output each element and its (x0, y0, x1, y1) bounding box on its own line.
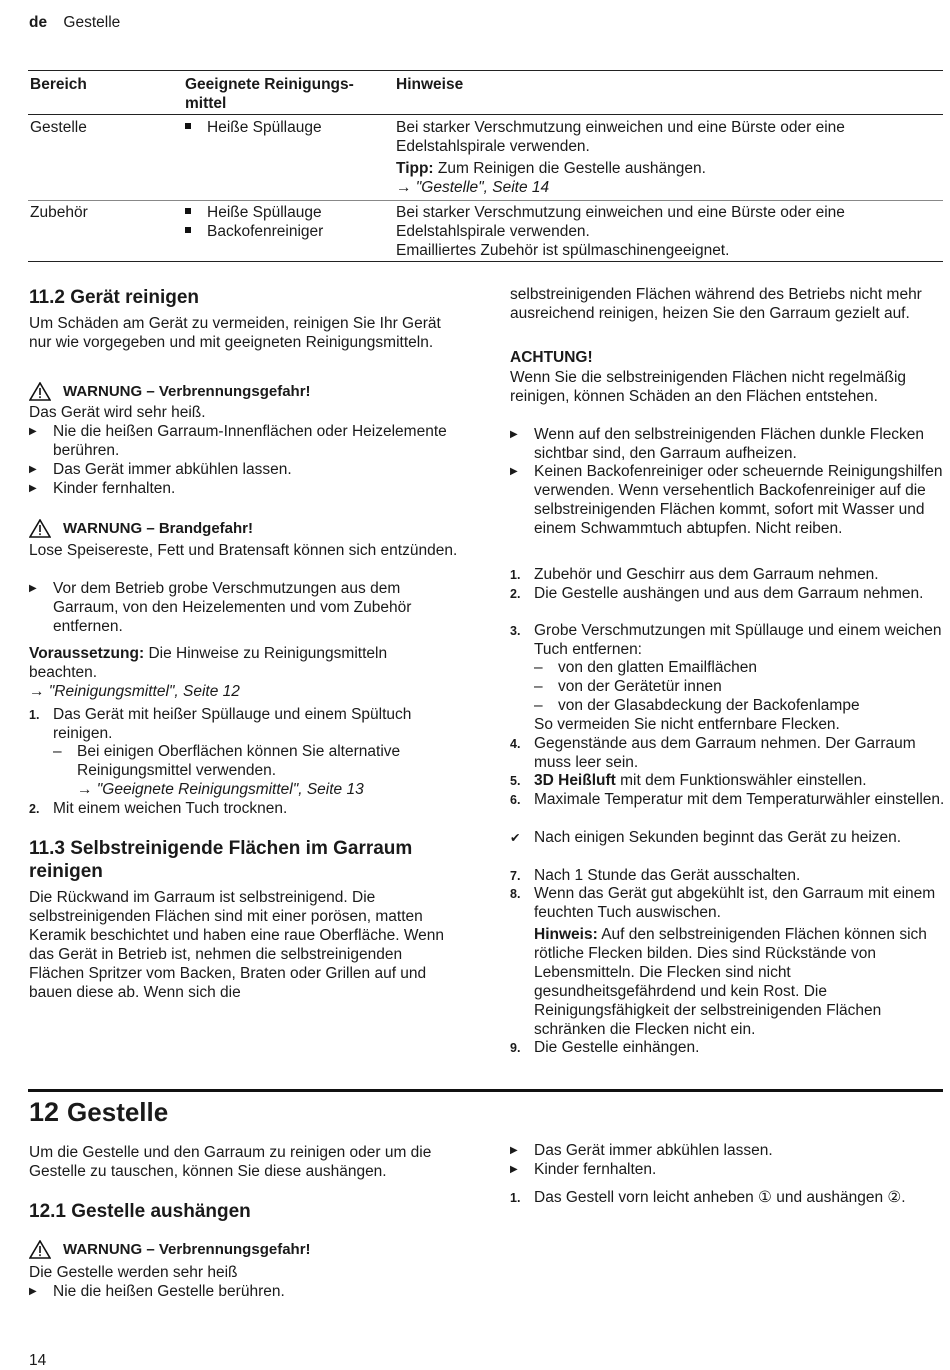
chapter-title: 12 Gestelle (29, 1097, 169, 1127)
row-agent: Heiße Spüllauge (185, 203, 322, 222)
step: 1. Das Gerät mit heißer Spüllauge und einem Spültuch reinigen. (29, 706, 412, 742)
row-agent: Backofenreiniger (185, 222, 323, 241)
warning-icon (29, 382, 51, 401)
chapter-intro: Um die Gestelle und den Garraum zu reinigen oder um die Gestelle zu tauschen, können Sie diese aushängen. (29, 1144, 432, 1180)
row-area: Gestelle (30, 119, 87, 136)
section-intro: Um Schäden am Gerät zu vermeiden, reinigen Sie Ihr Gerät nur wie vorgegeben und mit geeigneten Reinigungsmitteln. (29, 315, 441, 351)
table-rule-top (28, 70, 943, 71)
row-note: Emailliertes Zubehör ist spülmaschinengeeignet. (396, 242, 730, 259)
list-item: ▶ Das Gerät immer abkühlen lassen. (510, 1142, 773, 1159)
row-agent: Heiße Spüllauge (185, 118, 322, 137)
warning-text: Die Gestelle werden sehr heiß (29, 1264, 238, 1281)
warning-icon (29, 1240, 51, 1259)
list-item: ▶ Wenn auf den selbstreinigenden Flächen dunkle Flecken sichtbar sind, den Garraum aufheizen. (510, 426, 925, 462)
list-item: ▶ Keinen Backofenreiniger oder scheuernde Reinigungshilfen verwenden. Wenn versehentlich Backofenreiniger auf die selbstreinigenden Flächen kommt, sofort mit Wasser und einem Schwammtuch abtupfen. Nicht reiben. (510, 463, 943, 537)
page-number: 14 (29, 1352, 47, 1369)
table-rule-header (28, 114, 943, 115)
sub-step: – von den glatten Emailflächen (534, 659, 758, 676)
step: 1. Das Gestell vorn leicht anheben ① und aushängen ②. (510, 1189, 906, 1206)
language-code: de (29, 14, 48, 31)
step-hint: Hinweis: Auf den selbstreinigenden Flächen können sich rötliche Flecken bilden. Dies sind Rückstände von Lebensmitteln. Die Flecken sind nicht gesundheitsgefährdend und kein Rost. Die Reinigungsfähigkeit der selbstreinigenden Flächen schränken die Flecken nicht ein. (534, 926, 927, 1038)
warning-heading: WARNUNG – Verbrennungsgefahr! (29, 382, 311, 401)
step-link[interactable]: → "Geeignete Reinigungsmittel", Seite 13 (77, 781, 364, 798)
step: 1. Zubehör und Geschirr aus dem Garraum nehmen. (510, 566, 879, 583)
row-area: Zubehör (30, 204, 88, 221)
list-item: ▶ Vor dem Betrieb grobe Verschmutzungen aus dem Garraum, von den Heizelementen und vom Zubehör entfernen. (29, 580, 412, 635)
section-intro-part1: Die Rückwand im Garraum ist selbstreinigend. Die selbstreinigenden Flächen sind mit einer porösen, matten Keramik beschichtet und haben eine raue Oberfläche. Wenn das Gerät in Betrieb ist, nehmen die selbstreinigenden Flächen Spritzer vom Backen, Braten oder Grillen auf und bauen diese ab. Wenn sich die (29, 889, 445, 1001)
section-title: 12.1 Gestelle aushängen (29, 1201, 251, 1222)
col-header-area: Bereich (30, 76, 87, 93)
section-title: 11.3 Selbstreinigende Flächen im Garraum reinigen (29, 838, 413, 882)
row-tip-link[interactable]: → "Gestelle", Seite 14 (396, 179, 550, 196)
step: 5. 3D Heißluft mit dem Funktionswähler einstellen. (510, 772, 867, 789)
step: 9. Die Gestelle einhängen. (510, 1039, 700, 1056)
warning-heading: WARNUNG – Brandgefahr! (29, 519, 253, 538)
step: 8. Wenn das Gerät gut abgekühlt ist, den Garraum mit einem feuchten Tuch auswischen. (510, 885, 936, 921)
list-item: ▶ Nie die heißen Garraum-Innenflächen oder Heizelemente berühren. (29, 423, 447, 459)
section-intro-part2: selbstreinigenden Flächen während des Betriebs nicht mehr ausreichend reinigen, heizen Sie den Garraum gezielt auf. (510, 286, 922, 322)
warning-icon (29, 519, 51, 538)
step-note: So vermeiden Sie nicht entfernbare Flecken. (534, 716, 840, 733)
step: 2. Mit einem weichen Tuch trocknen. (29, 800, 288, 817)
col-header-notes: Hinweise (396, 76, 464, 93)
prerequisite-link[interactable]: → "Reinigungsmittel", Seite 12 (29, 683, 240, 700)
warning-text: Lose Speisereste, Fett und Bratensaft können sich entzünden. (29, 542, 458, 559)
caution-heading: ACHTUNG! (510, 349, 593, 366)
step: 6. Maximale Temperatur mit dem Temperaturwähler einstellen. (510, 791, 945, 808)
list-item: ▶ Kinder fernhalten. (510, 1161, 657, 1178)
sub-step: – von der Glasabdeckung der Backofenlampe (534, 697, 860, 714)
warning-text: Das Gerät wird sehr heiß. (29, 404, 206, 421)
chapter-rule (28, 1089, 943, 1092)
step: 2. Die Gestelle aushängen und aus dem Garraum nehmen. (510, 585, 924, 602)
row-note: Bei starker Verschmutzung einweichen und eine Bürste oder eine Edelstahlspirale verwenden. (396, 119, 845, 155)
header-section: Gestelle (63, 14, 121, 31)
list-item: ▶ Nie die heißen Gestelle berühren. (29, 1283, 285, 1300)
row-note: Bei starker Verschmutzung einweichen und eine Bürste oder eine Edelstahlspirale verwenden. (396, 204, 845, 240)
table-rule-row (28, 200, 943, 201)
step: 3. Grobe Verschmutzungen mit Spüllauge und einem weichen Tuch entfernen: (510, 622, 942, 658)
check-icon: ✔ (510, 831, 521, 845)
page-header (29, 13, 120, 32)
step: 7. Nach 1 Stunde das Gerät ausschalten. (510, 867, 801, 884)
list-item: ▶ Kinder fernhalten. (29, 480, 176, 497)
step: 4. Gegenstände aus dem Garraum nehmen. Der Garraum muss leer sein. (510, 735, 916, 771)
step-result: ✔ Nach einigen Sekunden beginnt das Gerät zu heizen. (510, 829, 902, 846)
table-rule-bottom (28, 261, 943, 262)
col-header-agents: Geeignete Reinigungs- mittel (185, 76, 354, 112)
caution-text: Wenn Sie die selbstreinigenden Flächen nicht regelmäßig reinigen, können Schäden an den Flächen entstehen. (510, 369, 907, 405)
prerequisite: Voraussetzung: Die Hinweise zu Reinigungsmitteln beachten. (29, 645, 388, 681)
sub-step: – Bei einigen Oberflächen können Sie alternative Reinigungsmittel verwenden. (53, 743, 401, 779)
section-title: 11.2 Gerät reinigen (29, 287, 200, 308)
sub-step: – von der Gerätetür innen (534, 678, 722, 695)
list-item: ▶ Das Gerät immer abkühlen lassen. (29, 461, 292, 478)
row-tip: Tipp: Zum Reinigen die Gestelle aushängen. (396, 160, 706, 177)
warning-heading: WARNUNG – Verbrennungsgefahr! (29, 1240, 311, 1259)
